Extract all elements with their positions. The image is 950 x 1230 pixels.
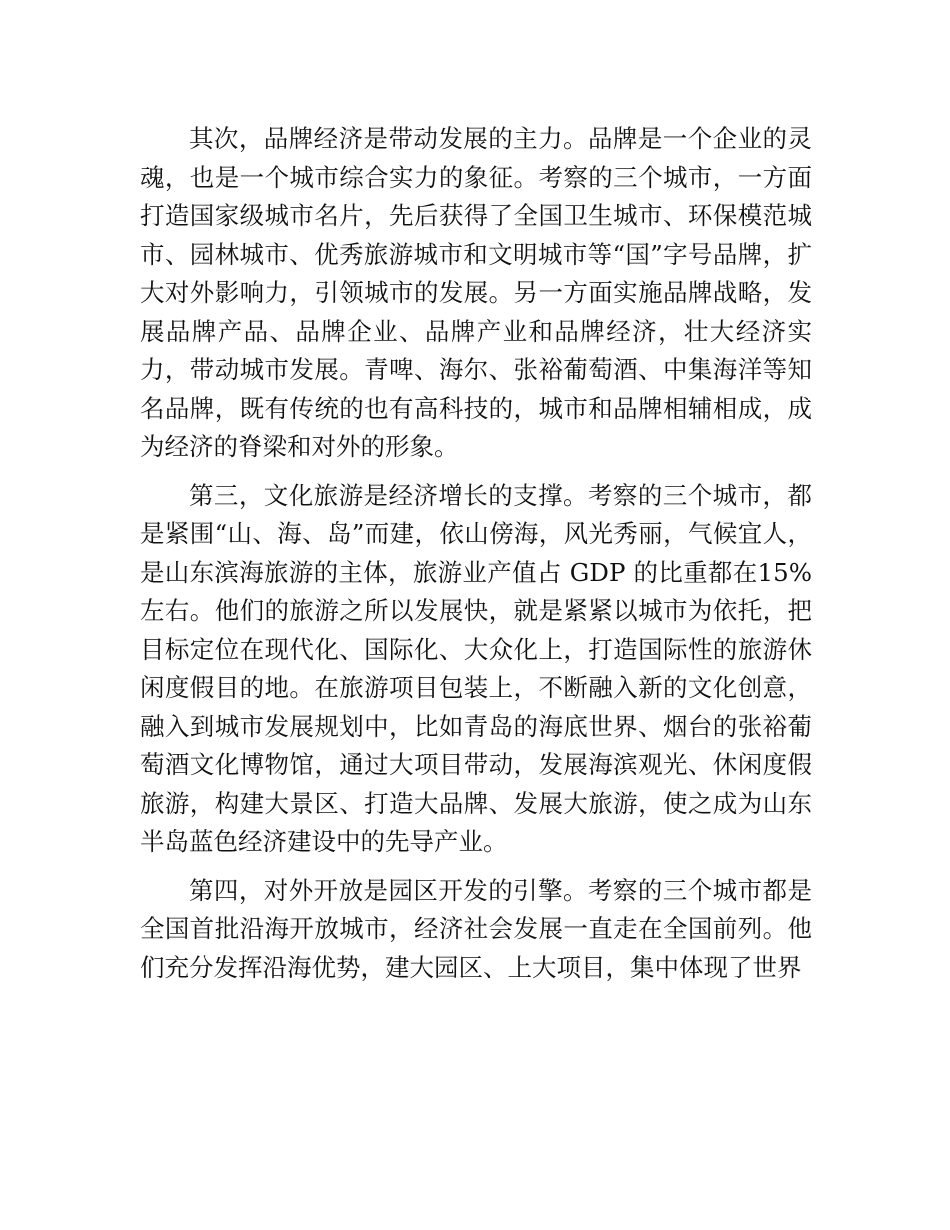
paragraph-brand-economy: 其次，品牌经济是带动发展的主力。品牌是一个企业的灵魂，也是一个城市综合实力的象征。考察的三个城市，一方面打造国家级城市名片，先后获得了全国卫生城市、环保模范城市、园林城市、优秀旅游城市和文明城市等“国”字号品牌，扩大对外影响力，引领城市的发展。另一方面实施品牌战略，发展品牌产品、品牌企业、品牌产业和品牌经济，壮大经济实力，带动城市发展。青啤、海尔、张裕葡萄酒、中集海洋等知名品牌，既有传统的也有高科技的，城市和品牌相辅相成，成为经济的脊梁和对外的形象。 bbox=[140, 124, 812, 461]
document-page bbox=[140, 120, 812, 997]
paragraph-cultural-tourism: 第三，文化旅游是经济增长的支撑。考察的三个城市，都是紧围“山、海、岛”而建，依山傍海，风光秀丽，气候宜人，是山东滨海旅游的主体，旅游业产值占 GDP 的比重都在15%左右。他们的旅游之所以发展快，就是紧紧以城市为依托，把目标定位在现代化、国际化、大众化上，打造国际性的旅游休闲度假目的地。在旅游项目包装上，不断融入新的文化创意，融入到城市发展规划中，比如青岛的海底世界、烟台的张裕葡萄酒文化博物馆，通过大项目带动，发展海滨观光、休闲度假旅游，构建大景区、打造大品牌、发展大旅游，使之成为山东半岛蓝色经济建设中的先导产业。 bbox=[140, 480, 812, 856]
paragraph-opening-up: 第四，对外开放是园区开发的引擎。考察的三个城市都是全国首批沿海开放城市，经济社会发展一直走在全国前列。他们充分发挥沿海优势，建大园区、上大项目，集中体现了世界 bbox=[140, 875, 812, 982]
